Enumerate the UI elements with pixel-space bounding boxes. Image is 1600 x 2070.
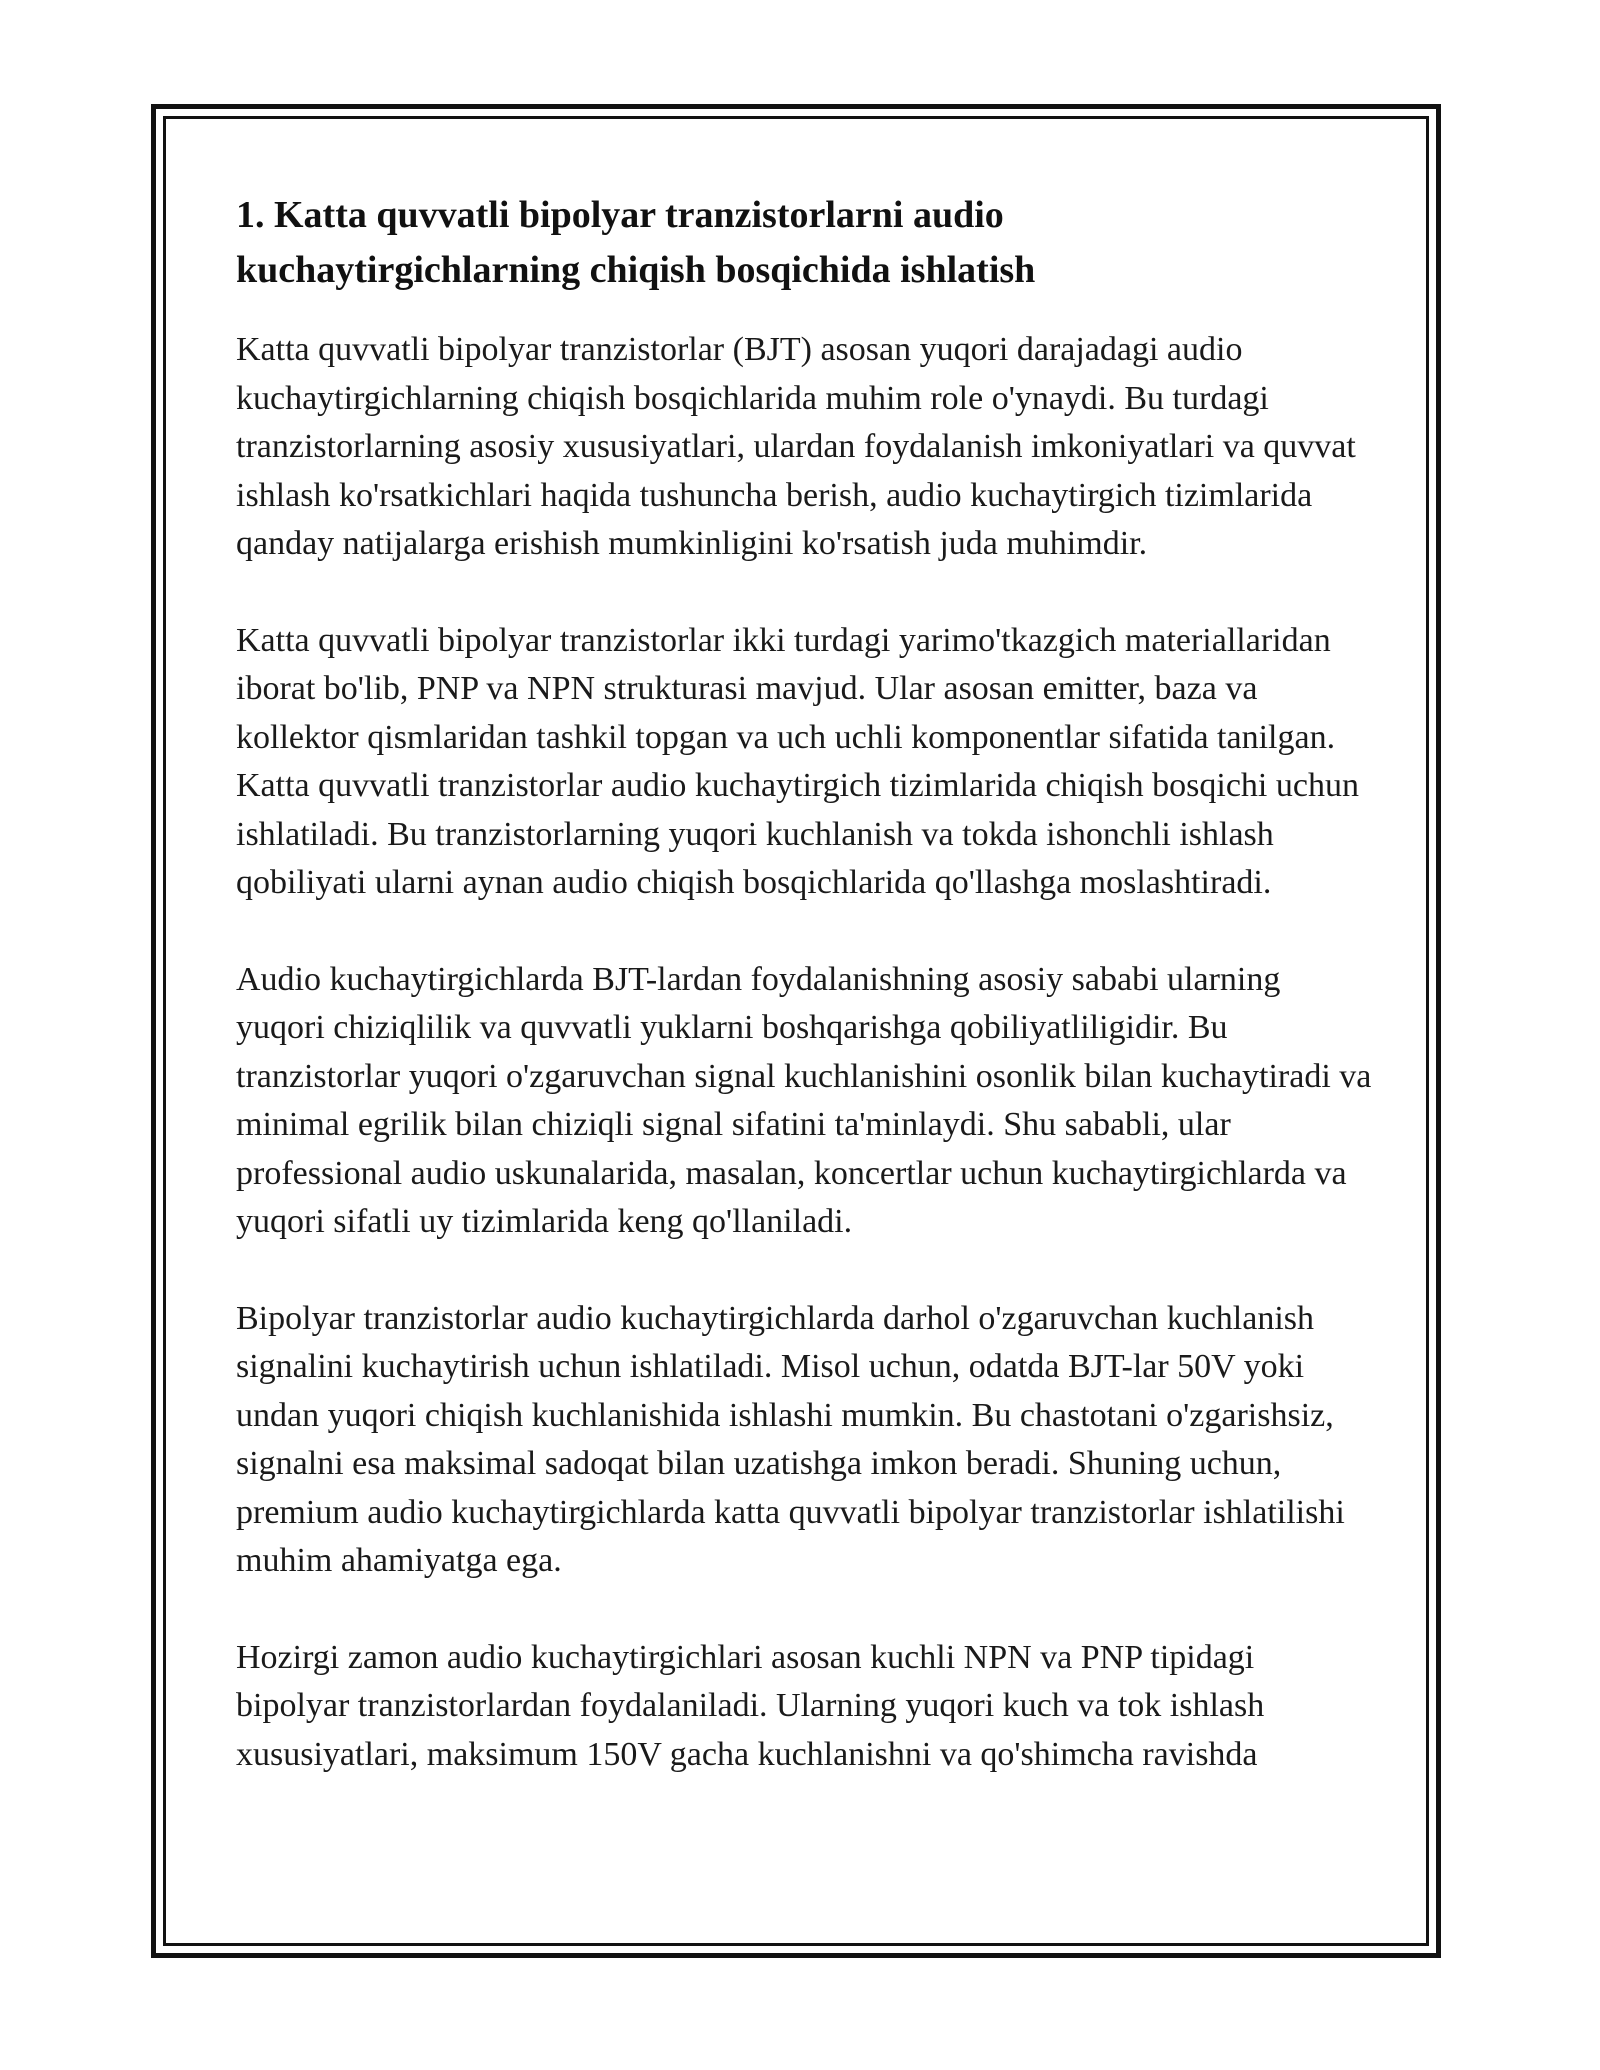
section-title-line-2: kuchaytirgichlarning chiqish bosqichida ishlatish	[236, 249, 1036, 291]
paragraph-3: Audio kuchaytirgichlarda BJT-lardan foydalanishning asosiy sababi ularning yuqori chiziqlilik va quvvatli yuklarni boshqarishga qobiliyatliligidir. Bu tranzistorlar yuqori o'zgaruvchan signal kuchlanishini osonlik bilan kuchaytiradi va minimal egrilik bilan chiziqli signal sifatini ta'minlaydi. Shu sababli, ular professional audio uskunalarida, masalan, koncertlar uchun kuchaytirgichlarda va yuqori sifatli uy tizimlarida keng qo'llaniladi.	[236, 960, 1372, 1240]
document-body	[236, 188, 1376, 1779]
section-title-line-1: 1. Katta quvvatli bipolyar tranzistorlarni audio	[236, 194, 1004, 236]
paragraph-1: Katta quvvatli bipolyar tranzistorlar (BJT) asosan yuqori darajadagi audio kuchaytirgichlarning chiqish bosqichlarida muhim role o'ynaydi. Bu turdagi tranzistorlarning asosiy xususiyatlari, ulardan foydalanish imkoniyatlari va quvvat ishlash ko'rsatkichlari haqida tushuncha berish, audio kuchaytirgich tizimlarida qanday natijalarga erishish mumkinligini ko'rsatish juda muhimdir.	[236, 331, 1356, 562]
paragraph-4: Bipolyar tranzistorlar audio kuchaytirgichlarda darhol o'zgaruvchan kuchlanish signalini kuchaytirish uchun ishlatiladi. Misol uchun, odatda BJT-lar 50V yoki undan yuqori chiqish kuchlanishida ishlashi mumkin. Bu chastotani o'zgarishsiz, signalni esa maksimal sadoqat bilan uzatishga imkon beradi. Shuning uchun, premium audio kuchaytirgichlarda katta quvvatli bipolyar tranzistorlar ishlatilishi muhim ahamiyatga ega.	[236, 1299, 1345, 1579]
paragraph-5: Hozirgi zamon audio kuchaytirgichlari asosan kuchli NPN va PNP tipidagi bipolyar tranzistorlardan foydalaniladi. Ularning yuqori kuch va tok ishlash xususiyatlari, maksimum 150V gacha kuchlanishni va qo'shimcha ravishda	[236, 1638, 1265, 1773]
section-title	[236, 188, 1236, 298]
paragraph-2: Katta quvvatli bipolyar tranzistorlar ikki turdagi yarimo'tkazgich materiallaridan iborat bo'lib, PNP va NPN strukturasi mavjud. Ular asosan emitter, baza va kollektor qismlaridan tashkil topgan va uch uchli komponentlar sifatida tanilgan. Katta quvvatli tranzistorlar audio kuchaytirgich tizimlarida chiqish bosqichi uchun ishlatiladi. Bu tranzistorlarning yuqori kuchlanish va tokda ishonchli ishlash qobiliyati ularni aynan audio chiqish bosqichlarida qo'llashga moslashtiradi.	[236, 621, 1359, 901]
